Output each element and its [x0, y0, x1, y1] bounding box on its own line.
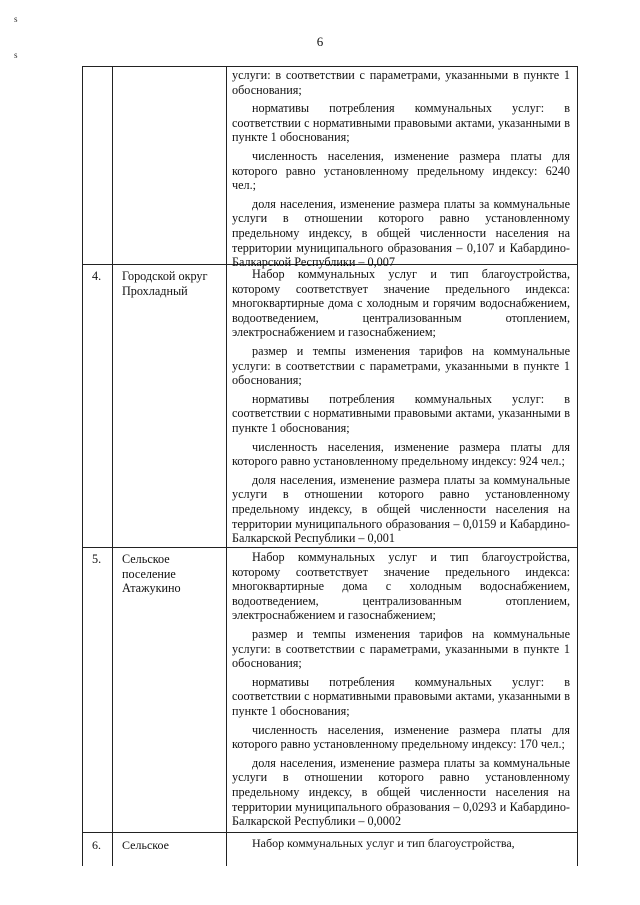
description-paragraph: размер и темпы изменения тарифов на коммунальные услуги: в соответствии с параметрами, указанными в пункте 1 обоснования; — [232, 626, 570, 671]
continuation-paragraph: услуги: в соответствии с параметрами, указанными в пункте 1 обоснования; — [232, 68, 570, 97]
description-paragraph: Набор коммунальных услуг и тип благоустройства, которому соответствует значение предельного индекса: многоквартирные дома с холодным водоснабжением, водоотведением, централизованным отоплением, электроснабжением и газоснабжением; — [232, 550, 570, 623]
description-cell — [232, 550, 570, 833]
description-paragraph: Набор коммунальных услуг и тип благоустройства, которому соответствует значение предельного индекса: многоквартирные дома с холодным и горячим водоснабжением, водоотведением, централизованным отоплением, электроснабжением и газоснабжением; — [232, 267, 570, 340]
continuation-paragraph: нормативы потребления коммунальных услуг: в соответствии с нормативными правовыми актами, указанными в пункте 1 обоснования; — [232, 101, 570, 145]
row-number: 4. — [92, 269, 102, 283]
description-paragraph: доля населения, изменение размера платы за коммунальные услуги в отношении которого равно установленному предельному индексу, в общей численности населения на территории муниципального образования – 0,0293 и Кабардино-Балкарской Республики – 0,0002 — [232, 755, 570, 829]
description-paragraph: численность населения, изменение размера платы для которого равно установленному предельному индексу: 924 чел.; — [232, 439, 570, 469]
table-column-divider — [112, 66, 113, 866]
continuation-paragraph: доля населения, изменение размера платы за коммунальные услуги в отношении которого равно установленному предельному индексу, в общей численности населения на территории муниципального образования – 0,107 и Кабардино-Балкарской Республики – 0,007 — [232, 196, 570, 270]
continuation-cell — [232, 68, 570, 274]
margin-mark: s — [14, 14, 18, 24]
table-border-right — [577, 66, 578, 866]
row-number: 5. — [92, 552, 102, 566]
description-paragraph: размер и темпы изменения тарифов на коммунальные услуги: в соответствии с параметрами, указанными в пункте 1 обоснования; — [232, 343, 570, 388]
municipality-name: Сельское — [122, 838, 169, 852]
description-paragraph: численность населения, изменение размера платы для которого равно установленному предельному индексу: 170 чел.; — [232, 722, 570, 752]
description-cell — [232, 267, 570, 550]
continuation-paragraph: численность населения, изменение размера платы для которого равно установленному предельному индексу: 6240 чел.; — [232, 148, 570, 193]
row-number: 6. — [92, 838, 101, 852]
description-paragraph: Набор коммунальных услуг и тип благоустройства, — [252, 836, 515, 850]
description-paragraph: нормативы потребления коммунальных услуг: в соответствии с нормативными правовыми актами, указанными в пункте 1 обоснования; — [232, 674, 570, 718]
table-top-border — [82, 66, 578, 67]
page-number: 6 — [316, 34, 324, 49]
municipality-name: Сельское поселение Атажукино — [122, 552, 181, 596]
margin-mark: s — [14, 50, 18, 60]
municipality-name: Городской округ Прохладный — [122, 269, 208, 298]
description-cell — [232, 836, 570, 855]
table-border-left — [82, 66, 83, 866]
description-paragraph: нормативы потребления коммунальных услуг: в соответствии с нормативными правовыми актами, указанными в пункте 1 обоснования; — [232, 391, 570, 435]
description-paragraph: доля населения, изменение размера платы за коммунальные услуги в отношении которого равно установленному предельному индексу, в общей численности населения на территории муниципального образования – 0,0159 и Кабардино-Балкарской Республики – 0,001 — [232, 472, 570, 546]
table-column-divider — [226, 66, 227, 866]
